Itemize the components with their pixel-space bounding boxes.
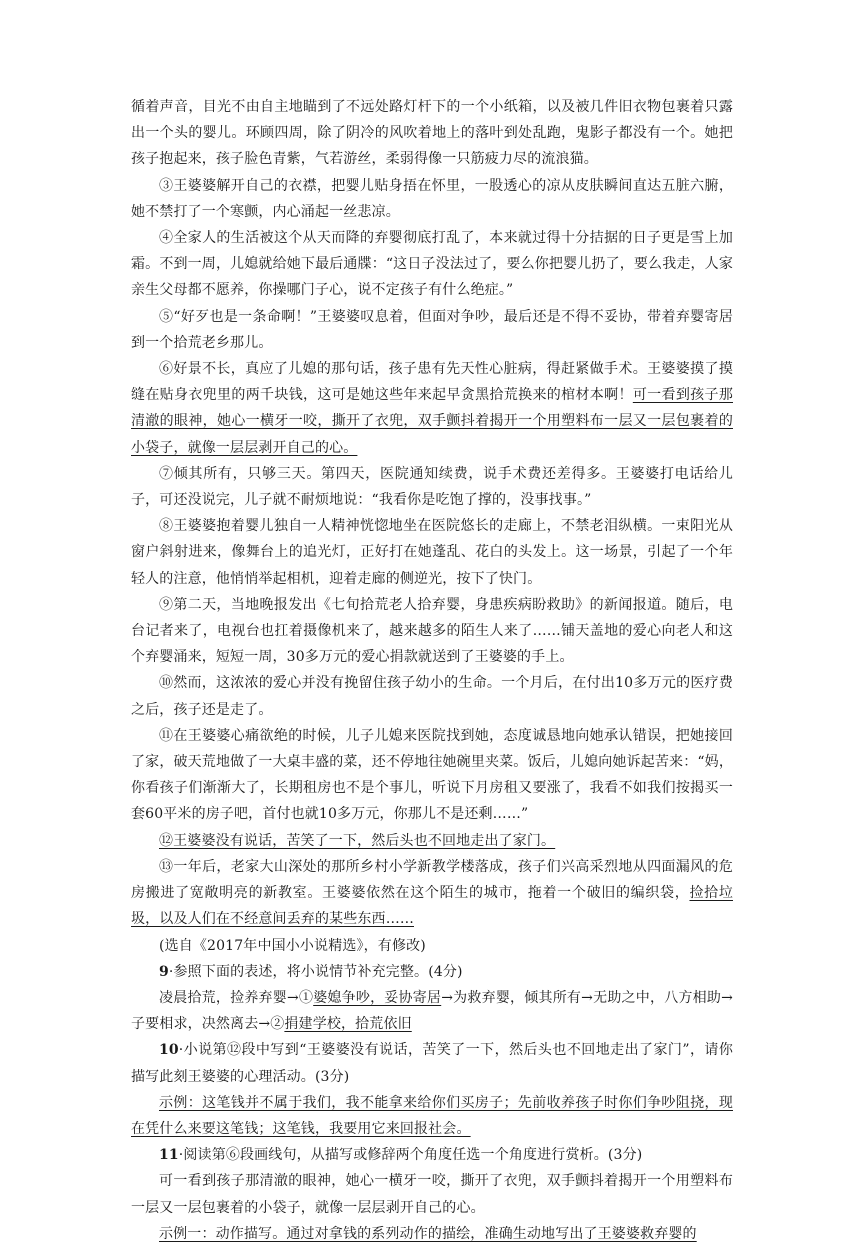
question-10-number: 10 (159, 1042, 179, 1059)
question-10-answer-text: 示例：这笔钱并不属于我们，我不能拿来给你们买房子；先前收养孩子时你们争吵阻挠，现在凭什么来要这笔钱；这笔钱，我要用它来回报社会。 (131, 1094, 733, 1137)
story-paragraph-7: ⑦倾其所有，只够三天。第四天，医院通知续费，说手术费还差得多。王婆婆打电话给儿子，可还没说完，儿子就不耐烦地说：“我看你是吃饱了撑的，没事找事。” (131, 465, 733, 509)
question-9-answer (131, 985, 733, 1037)
question-11-number: 11 (159, 1147, 179, 1164)
story-paragraph-13-underlined: 捡拾垃圾，以及人们在不经意间丢弃的某些东西…… (131, 885, 733, 928)
story-paragraph-11: ⑪在王婆婆心痛欲绝的时候，儿子儿媳来医院找到她，态度诚恳地向她承认错误，把她接回了家，破天荒地做了一大桌丰盛的菜，还不停地往她碗里夹菜。饭后，儿媳向她诉起苦来：“妈，你看孩子们渐渐大了，长期租房也不是个事儿，听说下月房租又要涨了，我看不如我们按揭买一套60平米的房子吧，首付也就10多万元，你那儿不是还剩……” (131, 727, 733, 823)
question-11 (131, 1142, 733, 1168)
question-9-answer-fill-2: 捐建学校，拾荒依旧 (284, 1016, 412, 1033)
question-9-answer-part-a: 凌晨拾荒，捡养弃婴→① (159, 989, 314, 1006)
question-9-prompt: ·参照下面的表述，将小说情节补充完整。(4分) (168, 963, 463, 980)
story-paragraph-4: ④全家人的生活被这个从天而降的弃婴彻底打乱了，本来就过得十分拮据的日子更是雪上加霜。不到一周，儿媳就给她下最后通牒：“这日子没法过了，要么你把婴儿扔了，要么我走，人家亲生父母都不愿养，你操哪门子心，说不定孩子有什么绝症。” (131, 230, 733, 299)
story-paragraph-5: ⑤“好歹也是一条命啊！”王婆婆叹息着，但面对争吵，最后还是不得不妥协，带着弃婴寄居到一个拾荒老乡那儿。 (131, 308, 733, 351)
question-11-prompt: ·阅读第⑥段画线句，从描写或修辞两个角度任选一个角度进行赏析。(3分) (178, 1147, 643, 1164)
question-9-answer-fill-1: 婆媳争吵，妥协寄居 (313, 989, 442, 1006)
story-source: (选自《2017年中国小小说精选》，有修改) (159, 937, 426, 954)
story-paragraph-6-underlined-sentence: 可一看到孩子那清澈的眼神，她心一横牙一咬，撕开了衣兜，双手颤抖着揭开一个用塑料布一层又一层包裹着的小袋子，就像一层层剥开自己的心。 (131, 387, 733, 456)
story-paragraph-9: ⑨第二天，当地晚报发出《七旬拾荒老人拾弃婴，身患疾病盼救助》的新闻报道。随后，电台记者来了，电视台也扛着摄像机来了，越来越多的陌生人来了……铺天盖地的爱心向老人和这个弃婴涌来，短短一周，30多万元的爱心捐款就送到了王婆婆的手上。 (131, 596, 733, 666)
document-page (131, 94, 733, 1247)
question-10-answer (131, 1090, 733, 1142)
question-9-number: 9 (159, 963, 169, 980)
question-10-prompt: ·小说第⑫段中写到“王婆婆没有说话，苦笑了一下，然后头也不回地走出了家门”，请你描写此刻王婆婆的心理活动。(3分) (131, 1042, 733, 1085)
question-9-answer-part-b: →为救弃婴，倾其所有→无助之中，八方相助→子要相求，决然离去→② (131, 989, 733, 1033)
story-paragraph-intro: 循着声音，目光不由自主地瞄到了不远处路灯杆下的一个小纸箱，以及被几件旧衣物包裹着只露出一个头的婴儿。环顾四周，除了阴冷的风吹着地上的落叶到处乱跑，鬼影子都没有一个。她把孩子抱起来，孩子脸色青紫，气若游丝，柔弱得像一只筋疲力尽的流浪猫。 (131, 99, 733, 168)
question-11-answer (131, 1221, 733, 1247)
story-paragraph-8: ⑧王婆婆抱着婴儿独自一人精神恍惚地坐在医院悠长的走廊上，不禁老泪纵横。一束阳光从窗户斜射进来，像舞台上的追光灯，正好打在她蓬乱、花白的头发上。这一场景，引起了一个年轻人的注意，他悄悄举起相机，迎着走廊的侧逆光，按下了快门。 (131, 518, 733, 587)
story-paragraph-10: ⑩然而，这浓浓的爱心并没有挽留住孩子幼小的生命。一个月后，在付出10多万元的医疗费之后，孩子还是走了。 (131, 675, 733, 718)
story-paragraph-13-text: ⑬一年后，老家大山深处的那所乡村小学新教学楼落成，孩子们兴高采烈地从四面漏风的危房搬进了宽敞明亮的新教室。王婆婆依然在这个陌生的城市，拖着一个破旧的编织袋， (131, 858, 733, 902)
question-9 (131, 959, 733, 985)
story-paragraph-12 (131, 828, 733, 854)
question-11-quote: 可一看到孩子那清澈的眼神，她心一横牙一咬，撕开了衣兜，双手颤抖着揭开一个用塑料布一层又一层包裹着的小袋子，就像一层层剥开自己的心。 (131, 1173, 733, 1216)
story-paragraph-6-text: ⑥好景不长，真应了儿媳的那句话，孩子患有先天性心脏病，得赶紧做手术。王婆婆摸了摸缝在贴身衣兜里的两千块钱，这可是她这些年来起早贪黑拾荒换来的棺材本啊！ (131, 361, 733, 404)
story-paragraph-12-text: ⑫王婆婆没有说话，苦笑了一下，然后头也不回地走出了家门。 (159, 832, 556, 849)
question-11-answer-text: 示例一：动作描写。通过对拿钱的系列动作的描绘，准确生动地写出了王婆婆救弃婴的 (159, 1225, 697, 1242)
question-10 (131, 1037, 733, 1089)
story-paragraph-13 (131, 854, 733, 933)
story-paragraph-3: ③王婆婆解开自己的衣襟，把婴儿贴身捂在怀里，一股透心的凉从皮肤瞬间直达五脏六腑，她不禁打了一个寒颤，内心涌起一丝悲凉。 (131, 177, 733, 220)
story-paragraph-6 (131, 356, 733, 461)
